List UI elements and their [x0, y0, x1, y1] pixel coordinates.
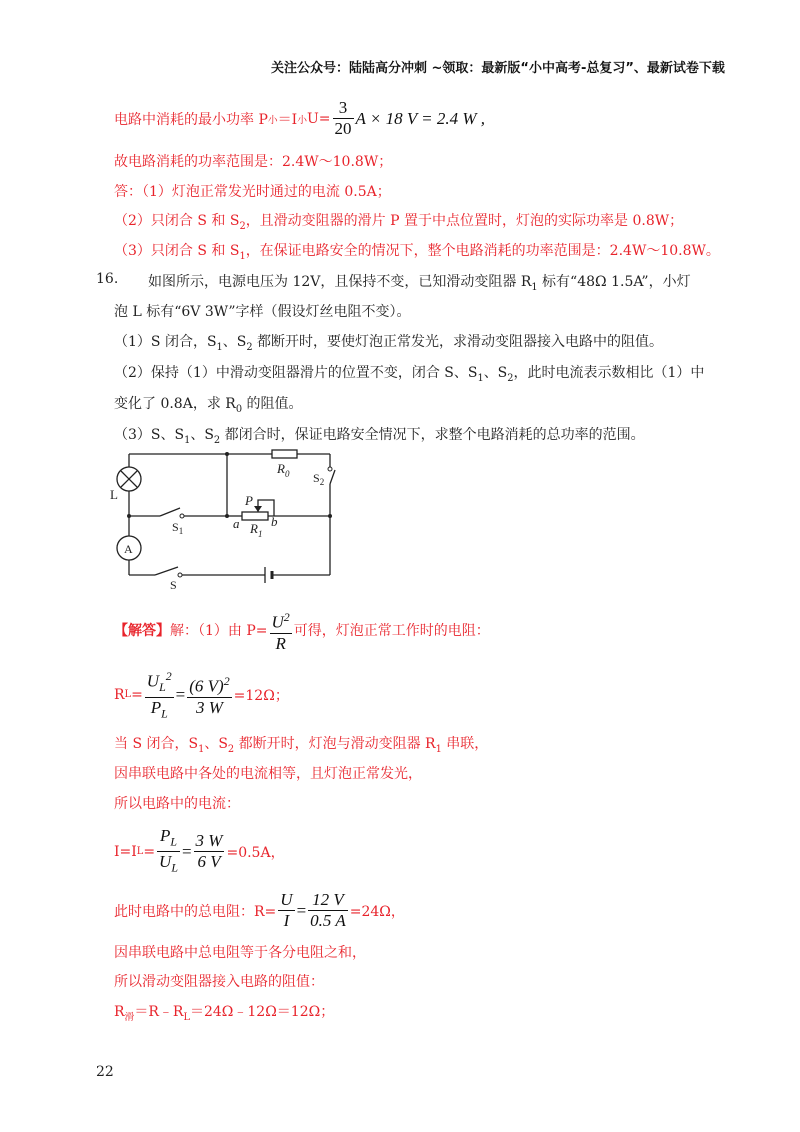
i-sub: L — [136, 846, 144, 858]
tr-f1-num: U — [280, 890, 293, 909]
so-current-line: 所以电路中的电流： — [114, 796, 240, 812]
question-2-line-2 — [114, 393, 303, 415]
rl-f2-den: 3 W — [196, 698, 223, 718]
s1-label — [172, 520, 183, 536]
i-f2-num: 3 W — [195, 831, 223, 851]
q3-s1: 1 — [184, 434, 191, 446]
solution-intro-post: 可得，灯泡正常工作时的电阻： — [293, 623, 490, 640]
answer-2 — [114, 210, 683, 232]
junction-mid — [225, 514, 229, 518]
rl-equation — [114, 666, 289, 723]
series-s1: 1 — [198, 743, 205, 755]
answer-1: 答：（1）灯泡正常发光时通过的电流 0.5A； — [114, 184, 391, 200]
lamp-label: L — [110, 487, 118, 502]
s2-label-text: S — [313, 471, 320, 485]
r0-label-sub: 0 — [284, 469, 290, 479]
r1-label-sub: 1 — [257, 529, 263, 539]
q3-post: 都闭合时，保证电路安全情况下，求整个电路消耗的总功率的范围。 — [220, 427, 645, 443]
i-fraction-1 — [157, 826, 180, 878]
junction-top — [225, 452, 229, 456]
series-pre: 当 S 闭合，S — [114, 736, 199, 752]
answer-3 — [114, 240, 720, 262]
q2-s1: 1 — [477, 372, 484, 384]
r1-label-text: R — [250, 521, 258, 536]
i-f1-num-sub: L — [170, 834, 177, 849]
q1-mid: 、S — [222, 334, 247, 350]
min-power-sub: 小 — [267, 114, 278, 126]
min-power-mid: ＝I — [277, 111, 298, 128]
q2-line2-post: 的阻值。 — [242, 396, 303, 412]
i-fraction-2 — [194, 831, 225, 872]
rslide-sub: 滑 — [124, 1011, 135, 1023]
s2-label — [313, 471, 324, 487]
junction-left — [127, 514, 131, 518]
page-number: 22 — [96, 1064, 114, 1080]
series-post: 都断开时，灯泡与滑动变阻器 R — [234, 736, 436, 752]
q3-pre: （3）S、S — [114, 427, 185, 443]
answer-3-post: ，在保证电路安全的情况下，整个电路消耗的功率范围是：2.4W～10.8W。 — [245, 243, 720, 259]
rslide-post: ＝R﹣R — [134, 1004, 184, 1020]
i-result: =0.5A， — [226, 844, 285, 861]
current-equation — [114, 826, 285, 878]
rl-fraction-2 — [187, 671, 231, 718]
junction-right — [328, 514, 332, 518]
so-resistance-line: 所以滑动变阻器接入电路的阻值： — [114, 974, 324, 990]
frac-den: 20 — [334, 119, 352, 138]
problem-line1-pre: 如图所示，电源电压为 12V，且保持不变，已知滑动变阻器 R — [148, 274, 532, 290]
rslide-sub2: L — [183, 1011, 190, 1023]
slide-resistance-line — [114, 1001, 334, 1023]
tr-eq-2: = — [296, 900, 307, 920]
s-label: S — [170, 578, 177, 590]
sum-rule-line: 因串联电路中总电阻等于各分电阻之和， — [114, 945, 366, 961]
tr-fraction-2 — [308, 890, 348, 931]
q2-post: ，此时电流表示数相比（1）中 — [513, 365, 705, 381]
series-r-sub: 1 — [435, 743, 442, 755]
q1-s1: 1 — [216, 341, 223, 353]
solution-tag: 【解答】 — [114, 623, 170, 640]
s1-switch-blade — [160, 508, 180, 516]
frac-num: 3 — [333, 98, 354, 119]
rl-result: =12Ω； — [233, 687, 289, 704]
tr-f2-den: 0.5 A — [310, 911, 346, 930]
solution-intro — [114, 607, 490, 654]
r0-label-text: R — [277, 461, 285, 476]
series-line — [114, 733, 488, 755]
s1-label-text: S — [172, 520, 179, 534]
question-2 — [114, 362, 704, 384]
answer-2-sub: 2 — [239, 220, 246, 232]
r1-resistor — [242, 512, 268, 520]
q2-line2-sub: 0 — [235, 403, 243, 415]
q2-s2: 2 — [507, 372, 514, 384]
intro-frac-den: R — [275, 633, 286, 653]
rl-fraction-1 — [145, 666, 174, 723]
s1-contact — [180, 514, 184, 518]
tr-f1-den: I — [283, 911, 290, 930]
rslide-end: ＝24Ω﹣12Ω＝12Ω； — [189, 1004, 335, 1020]
min-power-u: U= — [307, 110, 331, 127]
rslide-pre: R — [114, 1004, 125, 1020]
rl-f2-num-sup: 2 — [223, 674, 230, 689]
i-eq: = — [143, 843, 156, 860]
s-switch-blade — [155, 567, 178, 575]
range-line: 故电路消耗的功率范围是：2.4W～10.8W； — [114, 154, 393, 170]
tr-f2-num: 12 V — [308, 890, 348, 911]
rl-f1-den-sub: L — [161, 706, 168, 721]
series-s2: 2 — [227, 743, 235, 755]
min-power-label: 电路中消耗的最小功率 P — [114, 111, 268, 128]
r1-label — [249, 521, 262, 539]
problem-line1-post: 标有“48Ω 1.5A”，小灯 — [537, 274, 691, 290]
q1-pre: （1）S 闭合，S — [114, 334, 217, 350]
i-f1-num: P — [159, 826, 171, 845]
i-f1-den: U — [159, 852, 172, 872]
r0-resistor — [272, 450, 297, 458]
i-f1-den-sub: L — [171, 860, 178, 875]
answer-2-post: ，且滑动变阻器的滑片 P 置于中点位置时，灯泡的实际功率是 0.8W； — [245, 213, 684, 229]
series-end: 串联， — [441, 736, 489, 752]
s2-label-sub: 2 — [319, 477, 325, 487]
problem-line1-sub: 1 — [531, 281, 538, 293]
circuit-diagram — [100, 440, 360, 590]
q2-pre: （2）保持（1）中滑动变阻器滑片的位置不变，闭合 S、S — [114, 365, 478, 381]
equal-current-line: 因串联电路中各处的电流相等，且灯泡正常发光， — [114, 766, 422, 782]
i-f2-den: 6 V — [197, 852, 221, 872]
b-label: b — [271, 514, 278, 529]
problem-number: 16. — [96, 271, 119, 287]
a-label: a — [233, 516, 240, 531]
i-pre: I=I — [114, 843, 137, 860]
intro-frac-num-sup: 2 — [283, 610, 290, 624]
problem-line-2: 泡 L 标有“6V 3W”字样（假设灯丝电阻不变）。 — [114, 304, 411, 320]
rl-f1-num-sup: 2 — [165, 669, 172, 683]
problem-line-1 — [148, 271, 691, 293]
answer-3-pre: （3）只闭合 S 和 S — [114, 243, 240, 259]
s2-contact — [328, 467, 332, 471]
q3-s2: 2 — [213, 434, 221, 446]
rl-f1-num: U — [146, 671, 160, 691]
s-contact — [178, 573, 182, 577]
total-r-result: =24Ω， — [349, 903, 405, 920]
q1-s2: 2 — [246, 341, 253, 353]
total-r-pre: 此时电路中的总电阻：R= — [114, 903, 277, 920]
i-eq-2: = — [181, 841, 192, 861]
s1-label-sub: 1 — [178, 526, 184, 536]
rl-sub: L — [124, 689, 132, 701]
min-power-tail: A × 18 V = 2.4 W , — [355, 108, 486, 128]
total-resistance-equation — [114, 890, 405, 931]
min-power-mid-sub: 小 — [297, 114, 307, 126]
rl-f1-num-sub: L — [159, 680, 166, 695]
min-power-line — [114, 98, 485, 139]
rl-pre: R — [114, 686, 125, 703]
intro-frac-num: U — [271, 612, 284, 632]
ammeter-label: A — [124, 542, 133, 556]
solution-intro-pre: 解：（1）由 P= — [170, 623, 268, 640]
q2-line2-pre: 变化了 0.8A，求 R — [114, 396, 236, 412]
tr-fraction-1 — [278, 890, 294, 931]
question-1 — [114, 331, 663, 353]
rl-eq: = — [131, 686, 143, 703]
p-label: P — [245, 493, 253, 508]
answer-3-sub: 1 — [239, 250, 246, 262]
q2-mid: 、S — [483, 365, 508, 381]
s2-switch-blade — [330, 470, 335, 484]
answer-2-pre: （2）只闭合 S 和 S — [114, 213, 240, 229]
q1-post: 都断开时，要使灯泡正常发光，求滑动变阻器接入电路中的阻值。 — [252, 334, 664, 350]
r0-label — [276, 461, 290, 479]
min-power-fraction — [333, 98, 354, 139]
q3-mid: 、S — [190, 427, 214, 443]
series-mid: 、S — [204, 736, 228, 752]
rl-f2-num: (6 V) — [189, 677, 224, 697]
page-header: 关注公众号：陆陆高分冲刺 ~领取：最新版“小中高考-总复习”、最新试卷下载 — [271, 61, 725, 76]
rl-f1-den: P — [150, 698, 162, 718]
rl-eq-2: = — [175, 684, 186, 704]
intro-fraction — [270, 607, 292, 654]
slider-arrow-icon — [254, 506, 262, 512]
